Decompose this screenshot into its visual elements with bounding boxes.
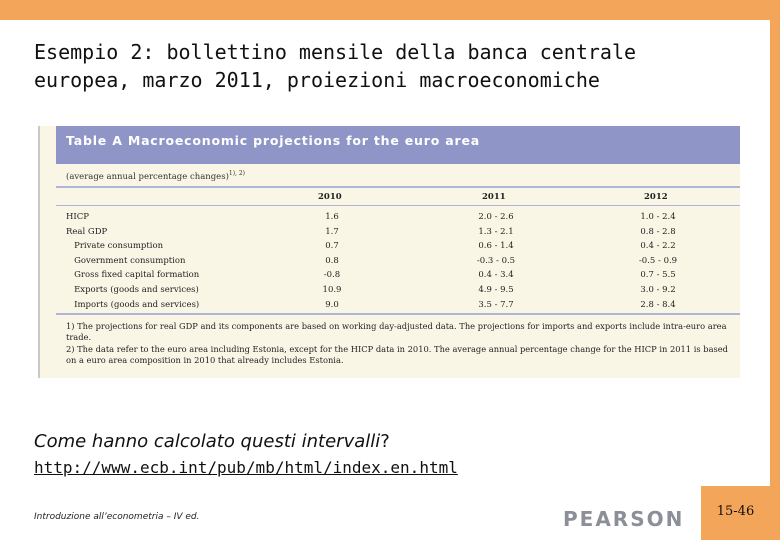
table-cell: 1.7 xyxy=(325,226,339,237)
table-cell: 1.0 - 2.4 xyxy=(640,212,676,222)
table-cell: 1.6 xyxy=(325,212,339,222)
table-row-label: Private consumption xyxy=(66,241,164,252)
table-cell: -0.3 - 0.5 xyxy=(476,255,516,266)
table-cell: 2.8 - 8.4 xyxy=(640,299,676,310)
column-header-2012: 2012 xyxy=(644,192,668,202)
table-row-label: Gross fixed capital formation xyxy=(66,270,200,281)
table-row-label: Real GDP xyxy=(66,226,108,237)
page-number: 15-46 xyxy=(716,504,755,519)
page-number-box xyxy=(701,486,770,540)
table-cell: 1.3 - 2.1 xyxy=(478,226,514,237)
table-cell: 3.5 - 7.7 xyxy=(478,299,514,310)
table-cell: 4.9 - 9.5 xyxy=(478,285,514,295)
table-cell: 3.0 - 9.2 xyxy=(640,285,676,295)
pearson-logo: PEARSON xyxy=(563,507,685,531)
table-row-label: Imports (goods and services) xyxy=(66,299,200,310)
table-note-2: 2) The data refer to the euro area including Estonia, except for the HICP data in 2010. The average annual percentage change for the HICP in 2011 is based on a euro area composition in 2010 that already includes Estonia. xyxy=(66,344,728,365)
question-mark: ? xyxy=(380,431,390,452)
table-rule-top xyxy=(56,186,740,188)
slide-title xyxy=(34,38,754,94)
table-row-label: Exports (goods and services) xyxy=(66,285,199,295)
table-cell: 0.7 xyxy=(325,241,339,252)
ecb-link[interactable]: http://www.ecb.int/pub/mb/html/index.en.html xyxy=(34,458,458,477)
table-cell: 0.8 - 2.8 xyxy=(640,226,676,237)
table-cell: 10.9 xyxy=(322,285,342,295)
question-text-body: Come hanno calcolato questi intervalli xyxy=(34,431,381,452)
table-row-label: Government consumption xyxy=(66,255,186,266)
table-cell: 2.0 - 2.6 xyxy=(478,212,514,222)
top-border-bar xyxy=(0,0,780,20)
table-row-label: HICP xyxy=(66,212,89,222)
table-cell: -0.5 - 0.9 xyxy=(638,255,678,266)
question-text xyxy=(34,431,390,452)
table-cell: 0.8 xyxy=(325,255,339,266)
table-cell: 0.4 - 2.2 xyxy=(640,241,676,252)
right-border-bar xyxy=(770,0,780,540)
table-subheading xyxy=(66,170,245,182)
table-cell: 0.6 - 1.4 xyxy=(478,241,514,252)
slide-title-line-1: Esempio 2: bollettino mensile della banca centrale xyxy=(34,40,637,64)
table-rule-bottom xyxy=(56,313,740,315)
column-header-2011: 2011 xyxy=(482,192,506,202)
table-header-bar xyxy=(56,126,740,164)
projections-table xyxy=(38,126,740,378)
table-cell: 9.0 xyxy=(325,299,339,310)
table-rule-header xyxy=(56,205,740,206)
table-heading: Table A Macroeconomic projections for the euro area xyxy=(66,133,480,148)
footer-book-title: Introduzione all’econometria – IV ed. xyxy=(34,512,200,522)
table-cell: 0.4 - 3.4 xyxy=(478,270,514,281)
table-subheading-sup: 1), 2) xyxy=(228,170,246,177)
table-cell: -0.8 xyxy=(323,270,341,281)
table-note-1: 1) The projections for real GDP and its components are based on working day-adjusted data. The projections for imports and exports include intra-euro area trade. xyxy=(66,321,727,342)
table-cell: 0.7 - 5.5 xyxy=(640,270,676,281)
column-header-2010: 2010 xyxy=(318,192,342,202)
table-subheading-text: (average annual percentage changes) xyxy=(66,171,229,182)
slide-title-line-2: europea, marzo 2011, proiezioni macroeconomiche xyxy=(34,68,600,92)
